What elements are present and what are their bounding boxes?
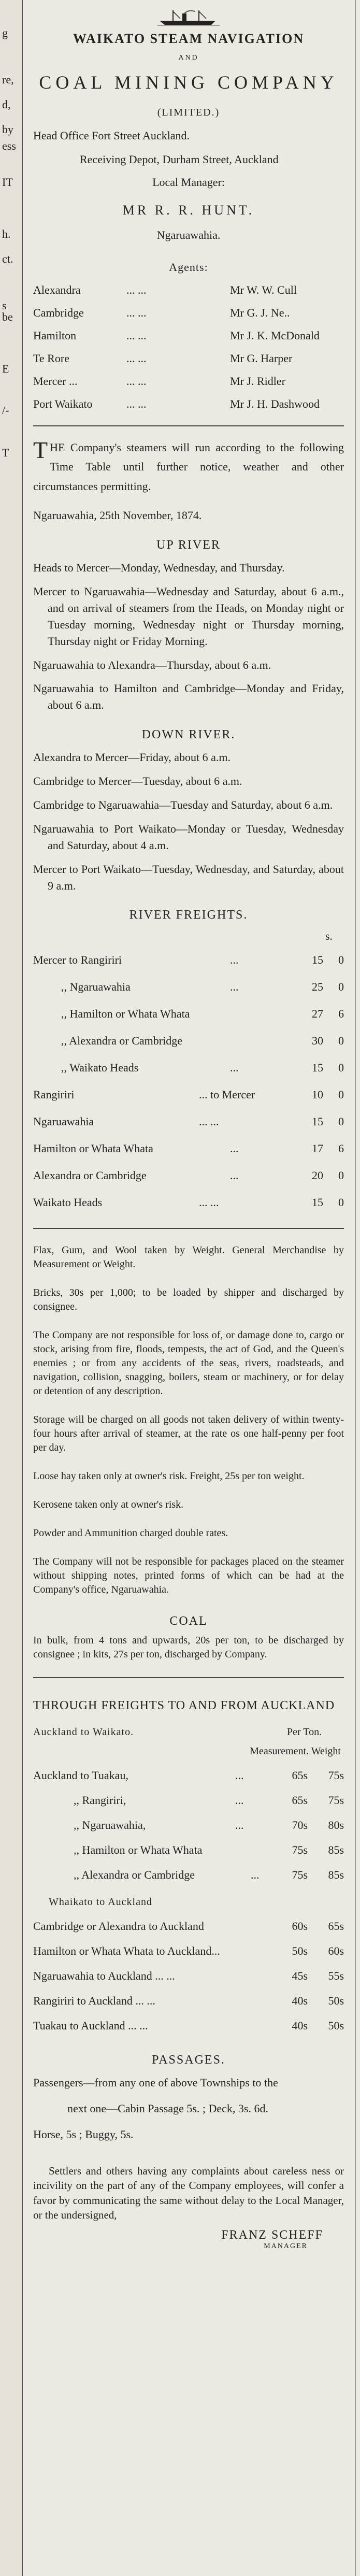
notice: The Company are not responsible for loss of, or damage done to, cargo or stock, arising from fire, floods, tempests, the act of God, and the Queen's enemies ; or from any accidents of the seas, rivers, roadsteads, and navigation, collision, snagging, boilers, steam or machinery, or for delay or detention of any description. [33,1329,344,1397]
agent-place: Te Rore [33,352,69,365]
left-column-edge [0,0,23,2576]
edge-fragment: re, [2,73,14,86]
return-row [33,2019,344,2033]
freight-unit: s. [325,929,333,943]
limited-label: (LIMITED.) [157,107,220,118]
passages-line: Passengers—from any one of above Townships to the [33,2076,278,2090]
return-row [33,1969,344,1983]
edge-fragment: be [2,310,13,323]
weight-rate: 65s [328,1920,344,1933]
agent-name: Mr W. W. Cull [230,283,297,296]
return-route: Cambridge or Alexandra to Auckland [33,1920,204,1933]
edge-fragment: E [2,362,9,375]
local-manager-label: Local Manager: [152,176,225,189]
freight-dots: ... [230,1169,239,1182]
freight-route: Ngaruawahia [33,1115,94,1128]
weight-rate: 60s [328,1944,344,1958]
agent-dots: ... ... [126,375,147,388]
notice: Powder and Ammunition charged double rates. [33,1527,228,1539]
manager-town: Ngaruawahia. [156,228,221,241]
measurement-weight-header: Measurement. Weight [250,1745,341,1757]
through-subheading [33,1726,344,1738]
through-row [33,1794,344,1807]
freight-route: Rangiriri [33,1088,75,1101]
return-route: Hamilton or Whata Whata to Auckland... [33,1944,220,1958]
freight-shillings: 30 [312,1034,323,1048]
through-route: ,, Ngaruawahia, [74,1819,146,1832]
up-river-entry: Mercer to Ngaruawahia—Wednesday and Saturday, about 6 a.m., and on arrival of steamers from the Heads, on Monday night or Tuesday morning, Wednesday night or Thursday morning, Thursday night or Friday Morning. [33,584,344,648]
freight-table [33,953,344,1209]
freight-route: ,, Ngaruawahia [61,980,131,994]
agent-place: Alexandra [33,283,81,296]
passages-line: next one—Cabin Passage 5s. ; Deck, 3s. 6d. [67,2102,268,2115]
edge-fragment: s [2,299,7,312]
agents-list [33,283,344,411]
weight-rate: 85s [328,1868,344,1882]
signature: FRANZ SCHEFF [221,2228,323,2242]
freight-pence: 0 [338,1115,344,1128]
notice: The Company will not be responsible for packages placed on the steamer without shipping notes, printed forms of which can be had at the Company's office, Ngaruawahia. [33,1556,344,1596]
through-row [33,1868,344,1882]
through-route: ,, Hamilton or Whata Whata [74,1843,203,1857]
edge-fragment: T [2,446,9,459]
agent-place: Mercer ... [33,375,78,388]
measurement-rate: 40s [292,2019,308,2033]
agent-name: Mr J. Ridler [230,375,285,388]
return-row [33,1994,344,2008]
section-divider [33,1228,344,1229]
weight-rate: 75s [328,1794,344,1807]
down-river-entry: Alexandra to Mercer—Friday, about 6 a.m. [33,751,231,764]
down-river-entry: Cambridge to Mercer—Tuesday, about 6 a.m. [33,775,242,788]
down-river-heading: DOWN RIVER. [141,728,236,742]
company-title: WAIKATO STEAM NAVIGATION [73,31,305,46]
right-column-rule [355,0,356,2576]
through-dots: ... [235,1794,244,1807]
freight-pence: 0 [338,1034,344,1048]
freight-route: ,, Hamilton or Whata Whata [61,1007,190,1021]
notice: Bricks, 30s per 1,000; to be loaded by shipper and discharged by consignee. [33,1287,344,1313]
through-freights-heading: THROUGH FREIGHTS TO AND FROM AUCKLAND [33,1699,335,1713]
through-dots: ... [251,1868,260,1882]
return-row [33,1920,344,1933]
agents-heading: Agents: [169,261,208,274]
freight-shillings: 15 [312,953,323,967]
freight-row [33,1034,344,1048]
measurement-rate: 50s [292,1944,308,1958]
freight-row [33,1061,344,1075]
edge-fragment: ct. [2,252,13,265]
agent-place: Port Waikato [33,397,93,410]
per-ton-label: Per Ton. [287,1726,322,1738]
freight-pence: 6 [338,1007,344,1021]
freight-shillings: 15 [312,1061,323,1075]
company-subtitle: COAL MINING COMPANY [39,72,338,93]
down-river-entry: Mercer to Port Waikato—Tuesday, Wednesday, and Saturday, about 9 a.m. [33,862,344,892]
through-dots: ... [235,1769,244,1782]
return-route: Ngaruawahia to Auckland ... ... [33,1969,175,1983]
manager-name: MR R. R. HUNT. [122,203,255,218]
freight-row [33,1196,344,1209]
agent-dots: ... ... [126,283,147,296]
freight-shillings: 10 [312,1088,323,1101]
freight-shillings: 25 [312,980,323,994]
return-row [33,1944,344,1958]
edge-fragment: ess [2,139,16,152]
agent-row [33,397,344,411]
coal-text: In bulk, from 4 tons and upwards, 20s per ton, to be discharged by consignee ; in kits, 27s per ton, discharged by Company. [33,1635,344,1661]
agent-row [33,283,344,297]
freight-dots: ... ... [199,1196,219,1209]
weight-rate: 50s [328,2019,344,2033]
freight-shillings: 20 [312,1169,323,1182]
coal-heading: COAL [169,1614,208,1628]
freight-dots: ... ... [199,1115,219,1128]
freight-pence: 0 [338,1061,344,1075]
closing-paragraph: Settlers and others having any complaints about careless ness or incivility on the part of any of the Company employees, will confer a favor by communicating the same without delay to the Local Manager, or the undersigned, [33,2165,344,2222]
agent-dots: ... ... [126,352,147,365]
down-river-entry: Cambridge to Ngaruawahia—Tuesday and Saturday, about 6 a.m. [33,798,333,811]
measurement-rate: 60s [292,1920,308,1933]
river-freights-heading: RIVER FREIGHTS. [129,908,248,922]
freight-row [33,1088,344,1101]
freight-shillings: 15 [312,1115,323,1128]
intro-text: HE Company's steamers will run according to the following Time Table until further notice, weather and other circumstances permitting. [33,441,344,493]
up-river-entry: Heads to Mercer—Monday, Wednesday, and Thursday. [33,561,285,575]
agent-place: Cambridge [33,306,84,319]
freight-pence: 0 [338,953,344,967]
freight-route: Waikato Heads [33,1196,103,1209]
freight-route: ,, Alexandra or Cambridge [61,1034,182,1048]
steamship-icon [157,8,220,26]
freight-pence: 0 [338,1169,344,1182]
measurement-rate: 45s [292,1969,308,1983]
down-river-entry: Ngaruawahia to Port Waikato—Monday or Tuesday, Wednesday and Saturday, about 4 a.m. [33,822,344,852]
freight-dots: ... [230,980,239,994]
passages-heading: PASSAGES. [152,2053,225,2067]
freight-dots: ... [230,1142,239,1155]
edge-fragment: g [2,26,8,39]
freight-pence: 0 [338,980,344,994]
agent-dots: ... ... [126,397,147,410]
freight-shillings: 17 [312,1142,323,1155]
weight-rate: 50s [328,1994,344,2008]
freight-route: Alexandra or Cambridge [33,1169,147,1182]
edge-fragment: by [2,123,13,136]
through-dots: ... [235,1819,244,1832]
passages-line: Horse, 5s ; Buggy, 5s. [33,2128,134,2141]
timetable-date: Ngaruawahia, 25th November, 1874. [33,509,202,522]
agent-row [33,306,344,320]
weight-rate: 85s [328,1843,344,1857]
up-river-heading: UP RIVER [156,538,221,552]
freight-dots: ... [230,1061,239,1075]
return-route: Rangiriri to Auckland ... ... [33,1994,155,2008]
advertisement [33,0,344,2251]
waikato-to-auckland-table [33,1920,344,2033]
agent-row [33,329,344,342]
section-divider [33,425,344,426]
freight-row [33,980,344,994]
signature-title: MANAGER [264,2242,308,2251]
freight-row [33,1169,344,1182]
direction-label: Auckland to Waikato. [33,1726,134,1738]
notice: Kerosene taken only at owner's risk. [33,1499,184,1511]
freight-pence: 0 [338,1196,344,1209]
drop-cap: T [33,437,48,463]
through-row [33,1819,344,1832]
measurement-rate: 40s [292,1994,308,2008]
freight-row [33,1115,344,1128]
through-route: ,, Rangiriri, [74,1794,126,1807]
agent-dots: ... ... [126,329,147,342]
freight-pence: 6 [338,1142,344,1155]
edge-fragment: d, [2,98,11,111]
freight-row [33,1007,344,1021]
waikato-to-auckland-heading: Whaikato to Auckland [49,1896,152,1908]
edge-fragment: /- [2,404,9,417]
measurement-rate: 65s [292,1794,308,1807]
up-river-entry: Ngaruawahia to Alexandra—Thursday, about 6 a.m. [33,658,271,671]
intro-paragraph [33,438,344,496]
freight-row [33,1142,344,1155]
notice: Loose hay taken only at owner's risk. Freight, 25s per ton weight. [33,1470,305,1482]
return-route: Tuakau to Auckland ... ... [33,2019,148,2033]
through-row [33,1769,344,1782]
agent-dots: ... ... [126,306,147,319]
measurement-rate: 75s [292,1843,308,1857]
through-route: Auckland to Tuakau, [33,1769,128,1782]
receiving-depot: Receiving Depot, Durham Street, Auckland [80,153,279,166]
and-connector: AND [178,54,199,62]
agent-name: Mr J. K. McDonald [230,329,320,342]
agent-row [33,375,344,388]
agent-name: Mr G. J. Ne.. [230,306,290,319]
freight-shillings: 15 [312,1196,323,1209]
agent-name: Mr J. H. Dashwood [230,397,320,410]
agent-name: Mr G. Harper [230,352,293,365]
freight-route: Hamilton or Whata Whata [33,1142,153,1155]
freight-shillings: 27 [312,1007,323,1021]
measurement-rate: 70s [292,1819,308,1832]
weight-rate: 80s [328,1819,344,1832]
notice: Storage will be charged on all goods not taken delivery of within twenty-four hours after arrival of steamer, at the rate os one half-penny per foot per day. [33,1414,344,1454]
through-row [33,1843,344,1857]
edge-fragment: IT [2,176,13,189]
freight-pence: 0 [338,1088,344,1101]
through-table [33,1769,344,1882]
up-river-entry: Ngaruawahia to Hamilton and Cambridge—Monday and Friday, about 6 a.m. [33,682,344,712]
freight-row [33,953,344,967]
measurement-rate: 75s [292,1868,308,1882]
edge-fragment: h. [2,227,11,240]
notice: Flax, Gum, and Wool taken by Weight. General Merchandise by Measurement or Weight. [33,1244,344,1270]
freight-route: ,, Waikato Heads [61,1061,139,1075]
agent-place: Hamilton [33,329,77,342]
freight-dots: ... to Mercer [199,1088,255,1101]
section-divider [33,1677,344,1678]
agent-row [33,352,344,365]
weight-rate: 75s [328,1769,344,1782]
head-office: Head Office Fort Street Auckland. [33,129,190,142]
through-route: ,, Alexandra or Cambridge [74,1868,195,1882]
measurement-rate: 65s [292,1769,308,1782]
freight-dots: ... [230,953,239,967]
freight-route: Mercer to Rangiriri [33,953,122,967]
weight-rate: 55s [328,1969,344,1983]
